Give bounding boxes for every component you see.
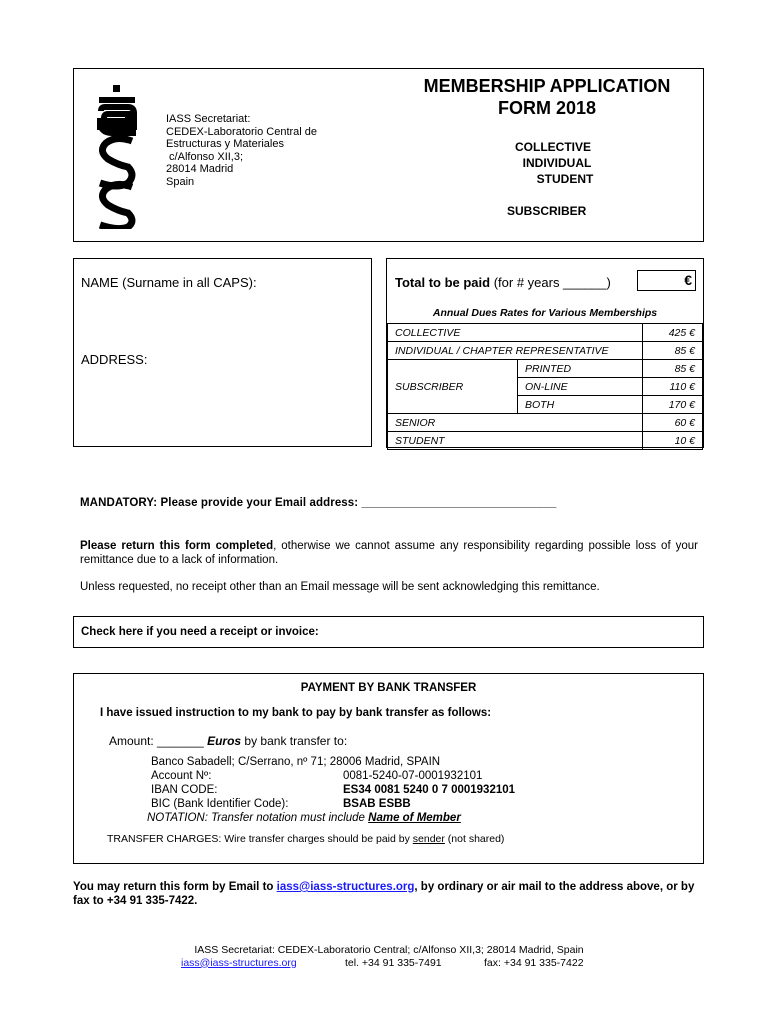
notation [147,812,461,824]
secretariat-line: CEDEX-Laboratorio Central de [166,125,318,138]
secretariat-line: IASS Secretariat: [166,113,251,125]
table-row [388,324,703,342]
receipt-checkbox-box[interactable] [73,616,704,648]
rate-value: 85 € [643,360,703,378]
rates-table-wrap [387,323,703,450]
return-rest: , otherwise we cannot assume any responsibility regarding possible loss of your remittance due to a lack of information. [80,540,699,566]
total-label-rest: (for # years ______) [490,275,611,290]
rate-value: 85 € [643,342,703,360]
name-address-box[interactable] [73,258,372,447]
title-line1: MEMBERSHIP APPLICATION [423,76,671,96]
return-bold: Please return this form completed [80,540,274,552]
total-amount-field[interactable] [637,270,696,291]
amount-euros: Euros [207,734,242,748]
account-value: 0081-5240-07-0001932101 [343,770,483,782]
return-paragraph [80,539,698,567]
bic-value: BSAB ESBB [343,798,411,810]
footer-line1: IASS Secretariat: CEDEX-Laboratorio Central; c/Alfonso XII,3; 28014 Madrid, Spain [194,944,584,956]
iban-value: ES34 0081 5240 0 7 0001932101 [343,784,516,796]
rate-sublabel: BOTH [518,396,643,414]
charges-post: (not shared) [444,833,505,845]
iban-label: IBAN CODE: [151,784,218,796]
rate-sublabel: PRINTED [518,360,643,378]
payment-box [73,673,704,864]
secretariat-line: 28014 Madrid [166,163,234,175]
receipt-label: Check here if you need a receipt or invoice: [81,626,319,638]
payment-instruction: I have issued instruction to my bank to pay by bank transfer as follows: [100,707,492,719]
table-row [388,360,703,378]
membership-types [474,139,634,187]
rate-value: 110 € [643,378,703,396]
address-label: ADDRESS: [81,352,148,367]
rates-box [386,258,704,448]
footer-contacts [0,957,770,970]
amount-post: by bank transfer to: [241,734,348,748]
currency-symbol: € [684,272,692,288]
page-title [374,75,720,119]
return-email-link[interactable]: iass@iass-structures.org [276,881,415,893]
type-collective: COLLECTIVE [514,140,591,154]
type-individual: INDIVIDUAL [522,156,592,170]
notation-pre: NOTATION: Transfer notation must include [147,812,369,824]
charges-sender: sender [412,833,445,845]
rate-value: 10 € [643,432,703,450]
total-label [395,275,611,290]
mandatory-email-field[interactable]: MANDATORY: Please provide your Email address: ______________________________ [80,497,557,509]
total-label-bold: Total to be paid [395,275,491,290]
notation-bold: Name of Member [368,812,461,824]
type-subscriber: SUBSCRIBER [507,204,587,218]
amount-pre: Amount: _______ [109,734,208,748]
table-row [388,414,703,432]
return-info-pre: You may return this form by Email to [73,881,277,893]
rates-title: Annual Dues Rates for Various Memberships [432,307,658,319]
header-box [73,68,704,242]
iass-logo [92,83,138,229]
footer-tel: tel. +34 91 335-7491 [345,956,442,969]
secretariat-line: Estructuras y Materiales [166,138,284,150]
rate-label: SENIOR [388,414,643,432]
secretariat-line: Spain [166,175,195,188]
rate-value: 425 € [643,324,703,342]
footer-email-link[interactable]: iass@iass-structures.org [181,956,297,969]
footer-fax: fax: +34 91 335-7422 [484,956,584,969]
table-row [388,342,703,360]
rates-table [387,323,703,450]
rate-label: STUDENT [388,432,643,450]
iban-row [151,783,551,797]
rate-label: INDIVIDUAL / CHAPTER REPRESENTATIVE [388,342,643,360]
name-label: NAME (Surname in all CAPS): [81,275,257,290]
bic-row [151,797,551,811]
amount-field[interactable] [109,734,347,748]
payment-title: PAYMENT BY BANK TRANSFER [300,682,477,694]
secretariat-address [166,113,317,188]
title-line2: FORM 2018 [497,98,597,118]
bic-label: BIC (Bank Identifier Code): [151,798,289,810]
rate-label: SUBSCRIBER [388,360,518,414]
transfer-charges [107,833,504,845]
return-info-post: , by ordinary or air mail to the address above, or by fax to +34 91 335-7422. [73,881,695,907]
bank-name: Banco Sabadell; C/Serrano, nº 71; 28006 Madrid, SPAIN [151,756,441,768]
rate-sublabel: ON-LINE [518,378,643,396]
rate-value: 60 € [643,414,703,432]
table-row [388,432,703,450]
rate-value: 170 € [643,396,703,414]
account-label: Account Nº: [151,770,212,782]
bank-details [151,755,551,811]
rate-label: COLLECTIVE [388,324,643,342]
account-row [151,769,551,783]
charges-pre: TRANSFER CHARGES: Wire transfer charges should be paid by [107,833,413,845]
unless-paragraph: Unless requested, no receipt other than an Email message will be sent acknowledging this remittance. [80,581,600,593]
footer [0,944,770,970]
type-student: STUDENT [536,172,594,186]
return-info [73,880,703,908]
secretariat-line: c/Alfonso XII,3; [166,150,244,163]
